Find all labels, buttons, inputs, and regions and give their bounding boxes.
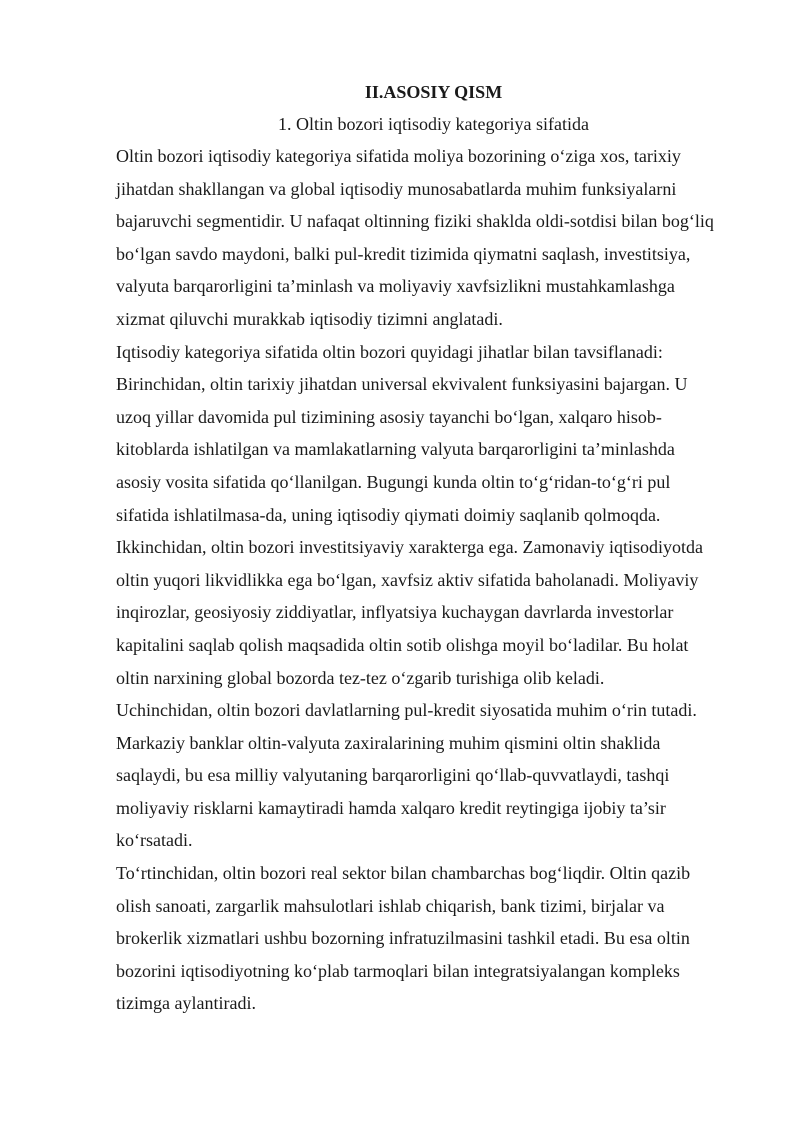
paragraph-fourth: To‘rtinchidan, oltin bozori real sektor bilan chambarchas bog‘liqdir. Oltin qazib olish sanoati, zargarlik mahsulotlari ishlab chiqarish, bank tizimi, birjalar va brokerlik xizmatlari ushbu bozorning infratuzilmasini tashkil etadi. Bu esa oltin bozorini iqtisodiyotning ko‘plab tarmoqlari bilan integratsiyalangan kompleks tizimga aylantiradi. xyxy=(116,863,691,1014)
document-page xyxy=(116,76,746,1020)
paragraph-characteristics-lead: Iqtisodiy kategoriya sifatida oltin bozori quyidagi jihatlar bilan tavsiflanadi: xyxy=(116,341,663,362)
section-heading: II.ASOSIY QISM xyxy=(364,82,503,102)
paragraph-second: Ikkinchidan, oltin bozori investitsiyaviy xarakterga ega. Zamonaviy iqtisodiyotda oltin yuqori likvidlikka ega bo‘lgan, xavfsiz aktiv sifatida baholanadi. Moliyaviy inqirozlar, geosiyosiy ziddiyatlar, inflyatsiya kuchaygan davrlarda investorlar kapitalini saqlab qolish maqsadida oltin sotib olishga moyil bo‘ladilar. Bu holat oltin narxining global bozorda tez-tez o‘zgarib turishiga olib keladi. xyxy=(116,537,704,688)
paragraph-first: Birinchidan, oltin tarixiy jihatdan universal ekvivalent funksiyasini bajargan. U uzoq yillar davomida pul tizimining asosiy tayanchi bo‘lgan, xalqaro hisob- kitoblarda ishlatilgan va mamlakatlarning valyuta barqarorligini ta’minlashda asosiy vosita sifatida qo‘llanilgan. Bugungi kunda oltin to‘g‘ridan-to‘g‘ri pul sifatida ishlatilmasa-da, uning iqtisodiy qiymati doimiy saqlanib qolmoqda. xyxy=(116,374,688,525)
section-subheading: 1. Oltin bozori iqtisodiy kategoriya sifatida xyxy=(278,114,589,134)
paragraph-intro: Oltin bozori iqtisodiy kategoriya sifatida moliya bozorining o‘ziga xos, tarixiy jihatdan shakllangan va global iqtisodiy munosabatlarda muhim funksiyalarni bajaruvchi segmentidir. U nafaqat oltinning fiziki shaklda oldi-sotdisi bilan bog‘liq bo‘lgan savdo maydoni, balki pul-kredit tizimida qiymatni saqlash, investitsiya, valyuta barqarorligini ta’minlash va moliyaviy xavfsizlikni mustahkamlashga xizmat qiluvchi murakkab iqtisodiy tizimni anglatadi. xyxy=(116,146,714,329)
paragraph-third: Uchinchidan, oltin bozori davlatlarning pul-kredit siyosatida muhim o‘rin tutadi. Markaziy banklar oltin-valyuta zaxiralarining muhim qismini oltin shaklida saqlaydi, bu esa milliy valyutaning barqarorligini qo‘llab-quvvatlaydi, tashqi moliyaviy risklarni kamaytiradi hamda xalqaro kredit reytingiga ijobiy ta’sir ko‘rsatadi. xyxy=(116,700,697,851)
